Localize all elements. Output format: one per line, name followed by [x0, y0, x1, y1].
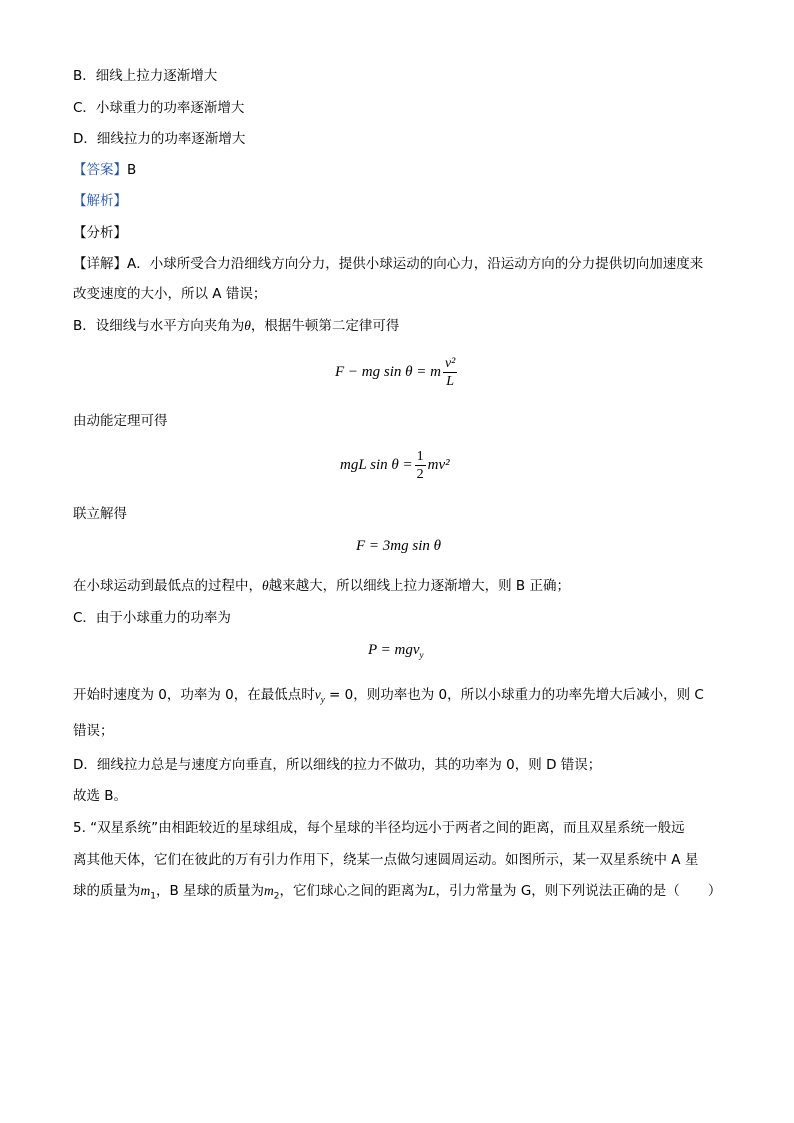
- option-b: B．细线上拉力逐渐增大: [73, 68, 218, 84]
- eq2-right: mv²: [427, 456, 450, 473]
- d-line: D．细线拉力总是与速度方向垂直，所以细线的拉力不做功，其的功率为 0，则 D 错误；: [73, 757, 602, 773]
- c-line1-pre: 开始时速度为 0，功率为 0，在最低点时: [73, 687, 315, 703]
- q5-l3-mid2: ，它们球心之间的距离为: [279, 883, 429, 899]
- q5-l3-mid3: ，引力常量为 G，则下列说法正确的是（: [435, 883, 680, 899]
- final-answer: 故选 B。: [73, 788, 128, 804]
- eq1-den: L: [446, 374, 455, 389]
- c-line-2: 错误；: [73, 723, 114, 739]
- detail-line-2: 改变速度的大小，所以 A 错误；: [73, 286, 267, 302]
- b-intro: [73, 317, 399, 335]
- solve-text: 联立解得: [73, 506, 127, 522]
- eq2-den: 2: [416, 467, 424, 482]
- equation-power: [368, 642, 424, 660]
- m2-symbol: m: [264, 883, 274, 898]
- v-sub: y: [320, 694, 325, 705]
- v-symbol: v: [314, 687, 321, 702]
- c-intro: C．由于小球重力的功率为: [73, 610, 231, 626]
- v-eq: = 0: [324, 687, 354, 703]
- equation-energy: [340, 448, 450, 483]
- q5-line-3: [73, 882, 721, 906]
- c-line-1: [73, 686, 704, 709]
- answer-line: [73, 161, 136, 179]
- eq1-fraction: [443, 355, 457, 390]
- q5-line-2: 离其他天体，它们在彼此的万有引力作用下，绕某一点做匀速圆周运动。如图所示，某一双星系统中 A 星: [73, 852, 699, 868]
- eq1-num: v²: [444, 356, 456, 371]
- b-intro-post: ，根据牛顿第二定律可得: [250, 318, 400, 334]
- detail-tag: 【详解】: [73, 256, 127, 272]
- b-concl-pre: 在小球运动到最低点的过程中，: [73, 578, 262, 594]
- c-line1-post: ，则功率也为 0，所以小球重力的功率先增大后减小，则 C: [353, 687, 704, 703]
- equation-result: F = 3mg sin θ: [356, 538, 441, 554]
- eq1-left: F − mg sin θ = m: [335, 363, 441, 380]
- L-symbol: L: [428, 883, 436, 898]
- q5-l3-mid1: ，B 星球的质量为: [155, 883, 265, 899]
- equation-newton: [335, 355, 459, 390]
- power-eq: P = mgv: [368, 642, 420, 658]
- answer-tag: 【答案】: [73, 162, 127, 178]
- b-intro-pre: B．设细线与水平方向夹角为: [73, 318, 245, 334]
- option-d: D．细线拉力的功率逐渐增大: [73, 131, 246, 147]
- option-c: C．小球重力的功率逐渐增大: [73, 100, 245, 116]
- m1-sub: 1: [150, 891, 156, 902]
- b-concl-post: 越来越大，所以细线上拉力逐渐增大，则 B 正确；: [268, 578, 570, 594]
- fenxi-tag: 【分析】: [73, 225, 127, 241]
- detail-text-1: A．小球所受合力沿细线方向分力，提供小球运动的向心力，沿运动方向的分力提供切向加速度来: [127, 256, 704, 272]
- power-eq-sub: y: [419, 650, 424, 660]
- theta-symbol: θ: [244, 318, 251, 333]
- q5-line-1: 5. “双星系统”由相距较近的星球组成，每个星球的半径均远小于两者之间的距离，而且双星系统一般远: [73, 820, 685, 836]
- detail-line-1: [73, 255, 703, 273]
- q5-l3-end: ）: [707, 883, 722, 899]
- m2-sub: 2: [273, 891, 280, 902]
- eq2-fraction: [415, 448, 426, 483]
- eq2-num: 1: [416, 449, 424, 464]
- b-conclusion: [73, 577, 570, 595]
- answer-value: B: [127, 162, 137, 178]
- theta-symbol-2: θ: [262, 578, 269, 593]
- m1-symbol: m: [140, 883, 151, 898]
- q5-l3-pre: 球的质量为: [73, 883, 141, 899]
- eq2-left: mgL sin θ =: [340, 456, 413, 473]
- analysis-tag: 【解析】: [73, 193, 127, 209]
- energy-text: 由动能定理可得: [73, 413, 168, 429]
